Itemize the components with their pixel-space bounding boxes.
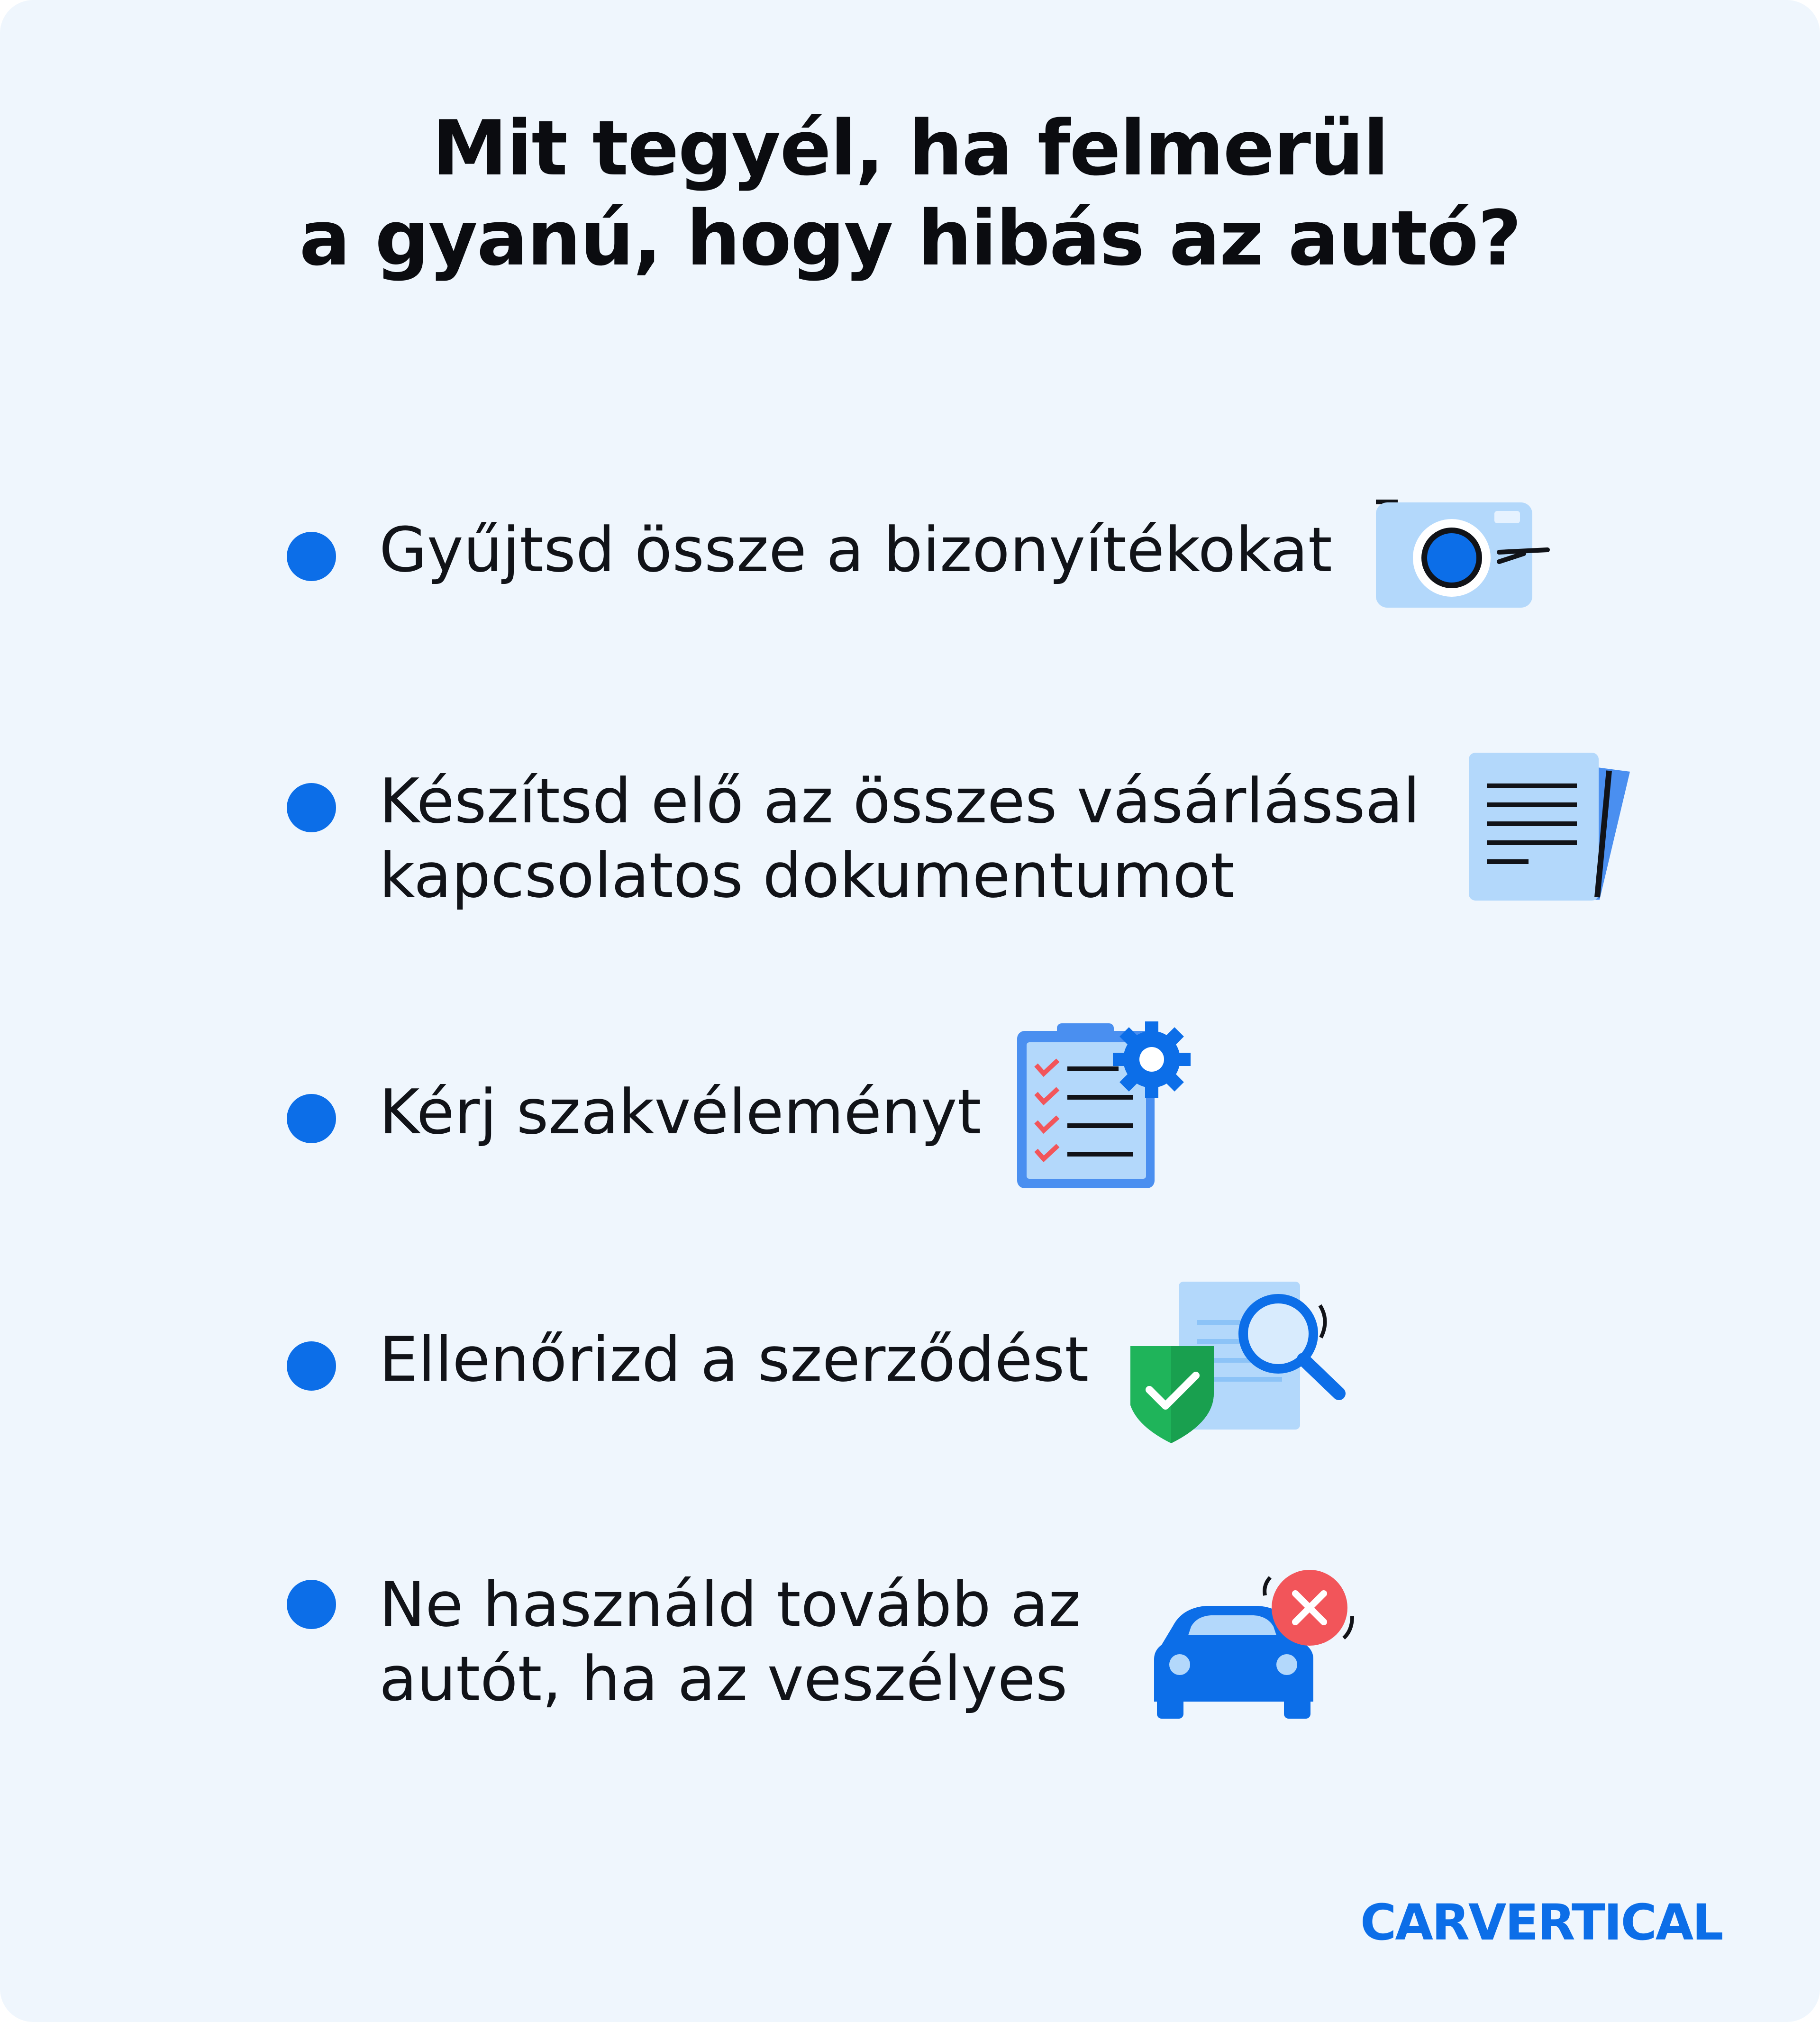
bullet (287, 783, 336, 832)
item-text-line: Gyűjtsd össze a bizonyítékokat (379, 514, 1332, 586)
bullet (287, 532, 336, 581)
carvertical-logo (1360, 1894, 1722, 1951)
title-line-1: Mit tegyél, ha felmerül (432, 104, 1388, 192)
item-text (379, 764, 1420, 913)
camera-icon (1372, 498, 1552, 611)
checklist-gear-icon (1014, 1021, 1194, 1192)
item-text (379, 513, 1332, 587)
logo-part-car: CAR (1360, 1894, 1468, 1951)
page-title (0, 103, 1820, 283)
item-text-line: autót, ha az veszélyes (379, 1643, 1068, 1715)
item-text (379, 1322, 1089, 1397)
document-icon (1467, 753, 1638, 904)
bullet (287, 1580, 336, 1629)
item-text-line: kapcsolatos dokumentumot (379, 839, 1235, 911)
item-text (379, 1075, 981, 1149)
title-line-2: a gyanú, hogy hibás az autó? (299, 194, 1521, 282)
item-text-line: Ellenőrizd a szerződést (379, 1323, 1089, 1395)
item-text-line: Készítsd elő az összes vásárlással (379, 765, 1420, 837)
item-text-line: Kérj szakvéleményt (379, 1076, 982, 1148)
bullet (287, 1094, 336, 1143)
logo-part-vertical: VERTICAL (1468, 1894, 1722, 1951)
contract-check-icon (1130, 1280, 1348, 1446)
item-text-line: Ne használd tovább az (379, 1568, 1081, 1640)
bullet (287, 1341, 336, 1391)
car-warning-icon (1149, 1564, 1358, 1721)
item-text (379, 1567, 1081, 1716)
